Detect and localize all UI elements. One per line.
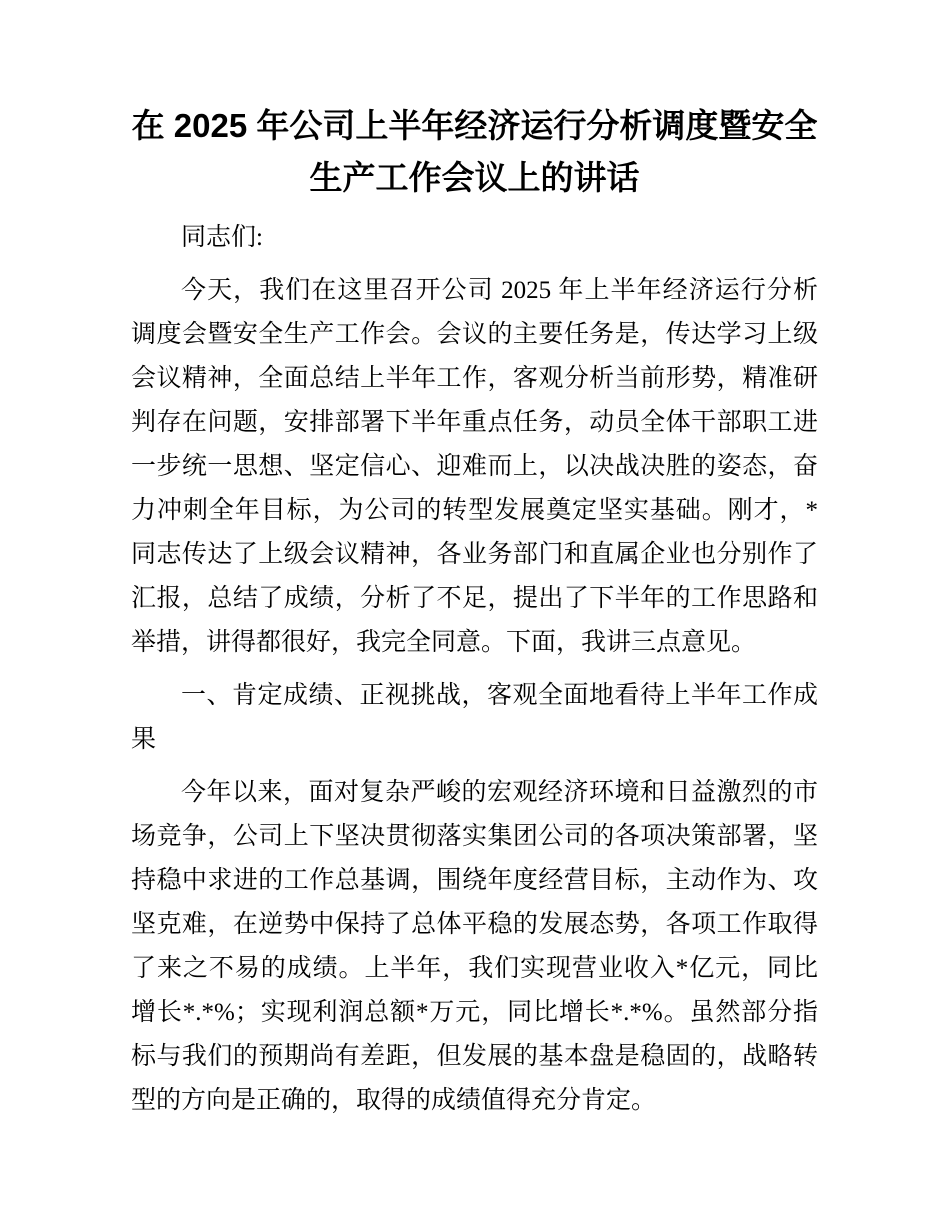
document-title — [131, 100, 818, 204]
document-body — [131, 216, 818, 1123]
title-line-2: 生产工作会议上的讲话 — [309, 159, 640, 196]
section-heading-1: 一、肯定成绩、正视挑战，客观全面地看待上半年工作成果 — [131, 682, 818, 753]
paragraph-first-half-results: 今年以来，面对复杂严峻的宏观经济环境和日益激烈的市场竞争，公司上下坚决贯彻落实集团公司的各项决策部署，坚持稳中求进的工作总基调，围绕年度经营目标，主动作为、攻坚克难，在逆势中保持了总体平稳的发展态势，各项工作取得了来之不易的成绩。上半年，我们实现营业收入*亿元，同比增长*.*%；实现利润总额*万元，同比增长*.*%。虽然部分指标与我们的预期尚有差距，但发展的基本盘是稳固的，战略转型的方向是正确的，取得的成绩值得充分肯定。 — [131, 779, 818, 1114]
salutation: 同志们: — [181, 224, 263, 251]
title-line-1: 在 2025 年公司上半年经济运行分析调度暨安全 — [131, 107, 818, 144]
paragraph-opening: 今天，我们在这里召开公司 2025 年上半年经济运行分析调度会暨安全生产工作会。会议的主要任务是，传达学习上级会议精神，全面总结上半年工作，客观分析当前形势，精准研判存在问题，安排部署下半年重点任务，动员全体干部职工进一步统一思想、坚定信心、迎难而上，以决战决胜的姿态，奋力冲刺全年目标，为公司的转型发展奠定坚实基础。刚才，*同志传达了上级会议精神，各业务部门和直属企业也分别作了汇报，总结了成绩，分析了不足，提出了下半年的工作思路和举措，讲得都很好，我完全同意。下面，我讲三点意见。 — [131, 277, 818, 656]
